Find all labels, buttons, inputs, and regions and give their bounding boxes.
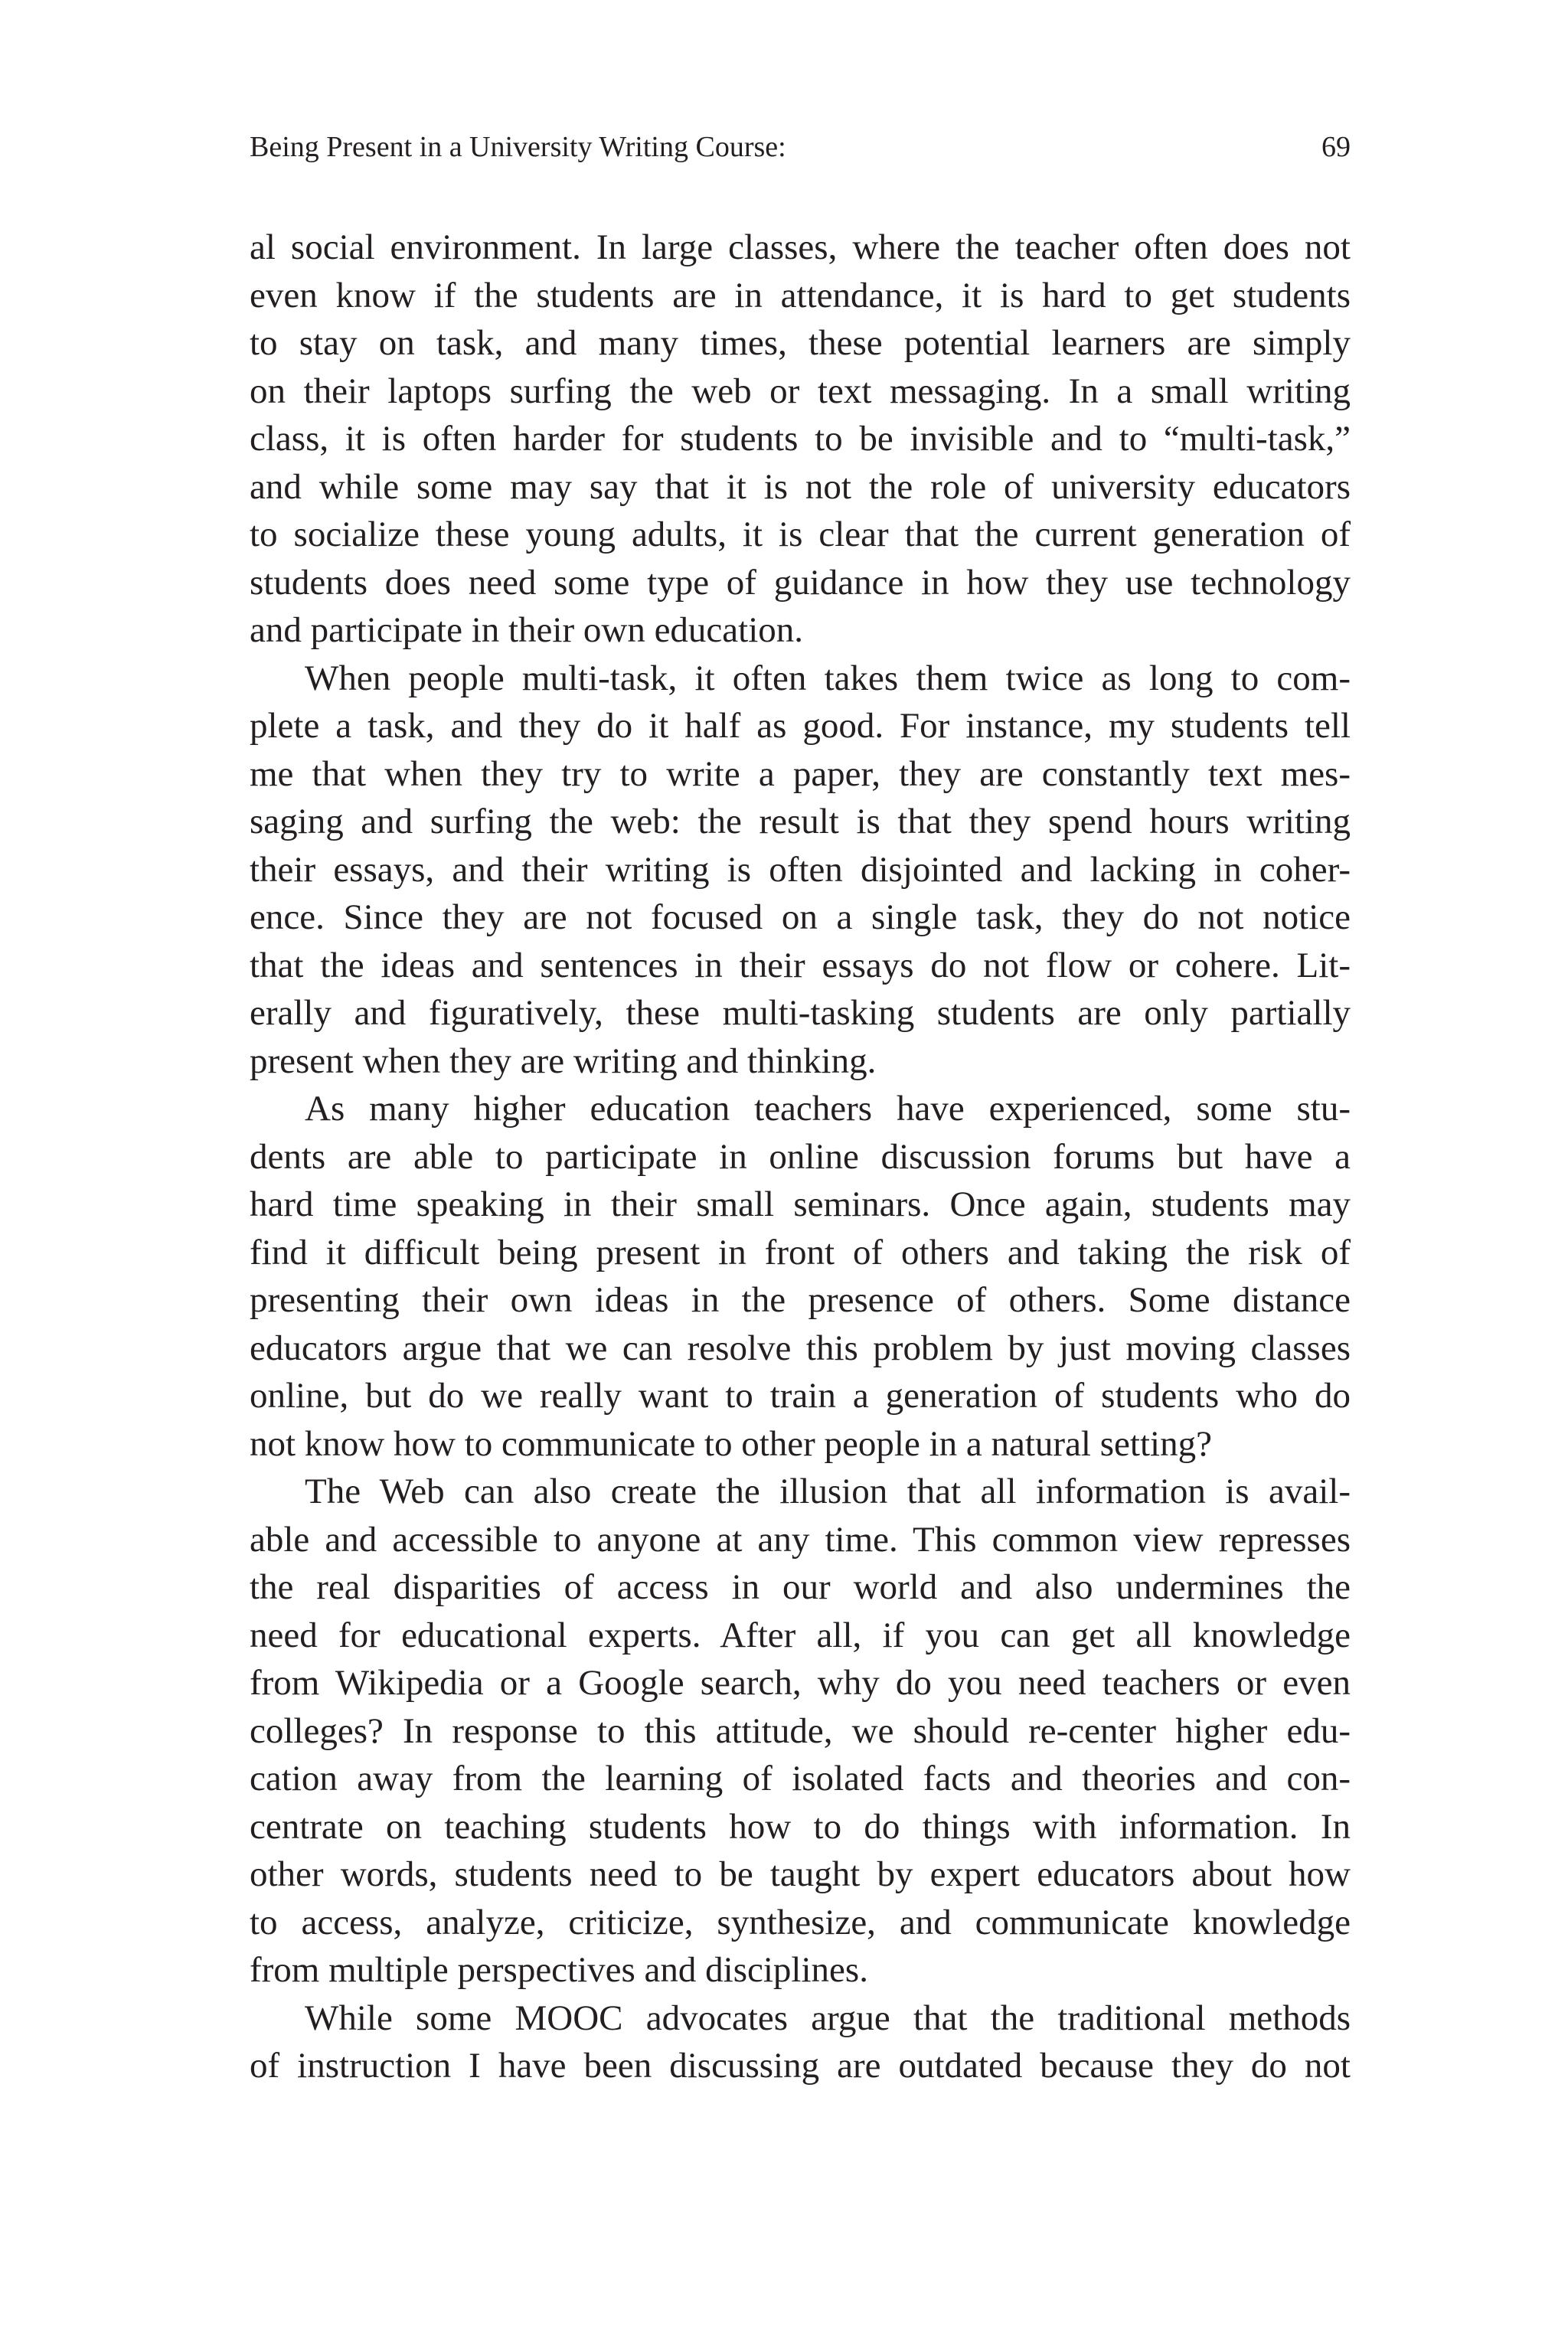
text-line: When people multi-task, it often takes them twice as long to com-: [305, 658, 1351, 698]
text-line: and participate in their own education.: [250, 610, 804, 650]
paragraph: [250, 1085, 1351, 1468]
text-line: presenting their own ideas in the presence of others. Some distance: [250, 1280, 1351, 1320]
text-line: colleges? In response to this attitude, we should re-center higher edu-: [250, 1710, 1351, 1751]
text-line: find it difficult being present in front of others and taking the risk of: [250, 1232, 1351, 1272]
text-line: educators argue that we can resolve this problem by just moving classes: [250, 1328, 1351, 1368]
text-line: of instruction I have been discussing are outdated because they do not: [250, 2046, 1351, 2086]
text-line: present when they are writing and thinking.: [250, 1040, 877, 1081]
text-line: that the ideas and sentences in their essays do not flow or cohere. Lit-: [250, 945, 1351, 985]
text-line: saging and surfing the web: the result is that they spend hours writing: [250, 802, 1351, 841]
text-line: not know how to communicate to other people in a natural setting?: [250, 1423, 1212, 1464]
text-line: other words, students need to be taught by expert educators about how: [250, 1854, 1351, 1894]
paragraph: [250, 1994, 1351, 2090]
text-line: from multiple perspectives and disciplines.: [250, 1950, 868, 1990]
running-title: Being Present in a University Writing Course:: [250, 131, 786, 163]
text-line: to access, analyze, criticize, synthesize, and communicate knowledge: [250, 1902, 1351, 1942]
text-line: hard time speaking in their small seminars. Once again, students may: [250, 1184, 1351, 1224]
text-line: dents are able to participate in online discussion forums but have a: [250, 1136, 1351, 1177]
text-line: class, it is often harder for students to be invisible and to “multi-task,”: [250, 419, 1351, 459]
page-number: 69: [1321, 131, 1351, 163]
text-line: While some MOOC advocates argue that the traditional methods: [305, 1998, 1351, 2038]
text-line: students does need some type of guidance in how they use technology: [250, 562, 1351, 603]
text-line: online, but do we really want to train a generation of students who do: [250, 1376, 1351, 1416]
text-line: able and accessible to anyone at any time. This common view represses: [250, 1519, 1351, 1560]
text-line: and while some may say that it is not the role of university educators: [250, 466, 1351, 507]
text-line: ence. Since they are not focused on a single task, they do not notice: [250, 897, 1351, 937]
text-line: their essays, and their writing is often disjointed and lacking in coher-: [250, 849, 1351, 890]
text-line: al social environment. In large classes, where the teacher often does not: [250, 227, 1351, 267]
text-line: centrate on teaching students how to do things with information. In: [250, 1806, 1351, 1847]
text-line: even know if the students are in attendance, it is hard to get students: [250, 275, 1351, 315]
text-line: me that when they try to write a paper, they are constantly text mes-: [250, 753, 1351, 794]
body-text: [250, 224, 1351, 2090]
text-line: on their laptops surfing the web or text messaging. In a small writing: [250, 371, 1351, 411]
text-line: The Web can also create the illusion that all information is avail-: [305, 1472, 1351, 1511]
paragraph: [250, 655, 1351, 1086]
text-line: to socialize these young adults, it is clear that the current generation of: [250, 514, 1351, 554]
text-line: from Wikipedia or a Google search, why do you need teachers or even: [250, 1663, 1351, 1703]
text-line: the real disparities of access in our world and also undermines the: [250, 1567, 1351, 1607]
text-line: cation away from the learning of isolated facts and theories and con-: [250, 1759, 1351, 1798]
running-header: [250, 124, 1351, 170]
text-line: to stay on task, and many times, these potential learners are simply: [250, 323, 1351, 363]
paragraph: [250, 224, 1351, 655]
text-line: As many higher education teachers have experienced, some stu-: [305, 1089, 1351, 1129]
paragraph: [250, 1468, 1351, 1994]
text-line: need for educational experts. After all, if you can get all knowledge: [250, 1615, 1351, 1655]
text-line: erally and figuratively, these multi-tasking students are only partially: [250, 993, 1351, 1033]
text-line: plete a task, and they do it half as good. For instance, my students tell: [250, 706, 1351, 746]
